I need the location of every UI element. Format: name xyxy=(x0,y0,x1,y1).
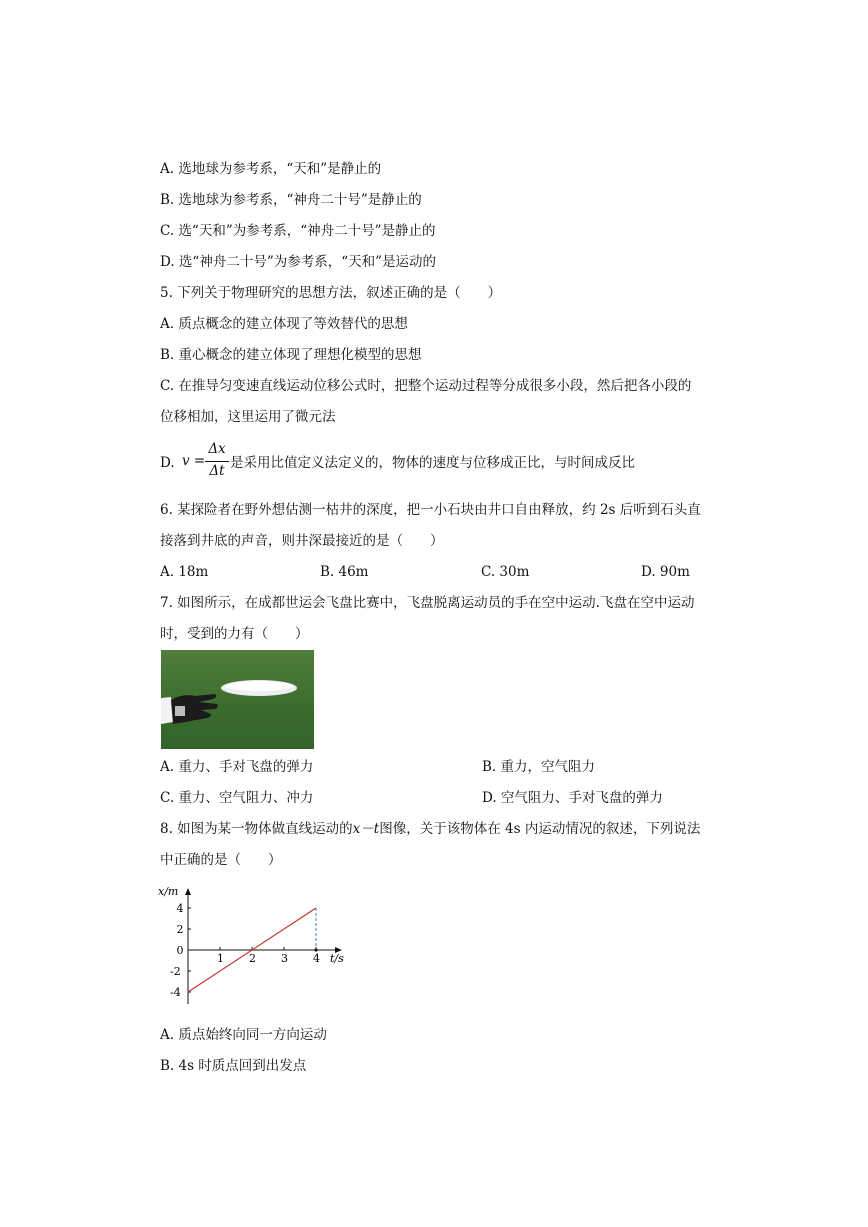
x-tick-label: 4 xyxy=(313,952,320,965)
x-tick-label: 1 xyxy=(217,952,224,965)
q5-option-c-line2: 位移相加，这里运用了微元法 xyxy=(160,409,336,425)
q8-option-b: B. 4s 时质点回到出发点 xyxy=(160,1058,307,1074)
q7-option-c: C. 重力、空气阻力、冲力 xyxy=(160,790,314,806)
q8-stem-math: x－t xyxy=(352,821,380,837)
y-tick-label: 0 xyxy=(176,944,184,957)
y-tick-label: -4 xyxy=(170,986,181,999)
q7-option-d: D. 空气阻力、手对飞盘的弹力 xyxy=(482,790,663,806)
q6-option-a: A. 18m xyxy=(160,564,209,580)
q5-stem: 5. 下列关于物理研究的思想方法，叙述正确的是（ ） xyxy=(160,285,502,301)
q5-option-d-label: D. xyxy=(160,455,175,471)
x-tick-label: 3 xyxy=(281,952,288,965)
q5-option-d-text: 是采用比值定义法定义的，物体的速度与位移成正比，与时间成反比 xyxy=(230,455,635,471)
y-tick-label: 4 xyxy=(176,902,184,915)
q6-stem-line2: 接落到井底的声音，则井深最接近的是（ ） xyxy=(160,533,444,549)
q7-option-a: A. 重力、手对飞盘的弹力 xyxy=(160,759,314,775)
frisbee-photo xyxy=(161,650,314,749)
q5-option-b: B. 重心概念的建立体现了理想化模型的思想 xyxy=(160,347,422,363)
q8-option-a: A. 质点始终向同一方向运动 xyxy=(160,1027,327,1043)
q4-option-d: D. 选“神舟二十号”为参考系，“天和”是运动的 xyxy=(160,254,437,270)
formula-denominator: Δt xyxy=(209,463,225,479)
y-axis-label: x/m xyxy=(158,885,179,898)
x-tick-label: 2 xyxy=(249,952,256,965)
y-axis-arrow xyxy=(185,888,191,895)
xt-graph xyxy=(155,882,355,1008)
formula-lhs: v = xyxy=(182,453,206,469)
q7-stem-line1: 7. 如图所示，在成都世运会飞盘比赛中，飞盘脱离运动员的手在空中运动.飞盘在空中运动 xyxy=(160,595,695,611)
q7-option-b: B. 重力，空气阻力 xyxy=(482,759,596,775)
q8-stem-line1 xyxy=(160,820,700,838)
q8-stem-prefix: 8. 如图为某一物体做直线运动的 xyxy=(160,821,353,837)
q7-stem-line2: 时，受到的力有（ ） xyxy=(160,626,309,642)
x-axis-label: t/s xyxy=(330,952,344,965)
end-point-dot xyxy=(314,948,317,951)
q8-stem-line2: 中正确的是（ ） xyxy=(160,852,282,868)
q5-option-c-line1: C. 在推导匀变速直线运动位移公式时，把整个运动过程等分成很多小段，然后把各小段的 xyxy=(160,378,692,394)
formula-numerator: Δx xyxy=(208,441,226,457)
q5-option-a: A. 质点概念的建立体现了等效替代的思想 xyxy=(160,316,408,332)
y-tick-label: 2 xyxy=(176,923,184,936)
q6-option-d: D. 90m xyxy=(641,564,690,580)
q8-stem-suffix: 图像，关于该物体在 4s 内运动情况的叙述，下列说法 xyxy=(379,821,701,837)
q6-stem-line1: 6. 某探险者在野外想估测一枯井的深度，把一小石块由井口自由释放，约 2s 后听到石头直 xyxy=(160,502,701,518)
fraction-bar xyxy=(205,461,229,462)
q4-option-a: A. 选地球为参考系，“天和”是静止的 xyxy=(160,161,382,177)
q6-option-b: B. 46m xyxy=(320,564,369,580)
q6-option-c: C. 30m xyxy=(481,564,530,580)
y-tick-label: -2 xyxy=(170,965,181,978)
q4-option-b: B. 选地球为参考系，“神舟二十号”是静止的 xyxy=(160,192,422,208)
q4-option-c: C. 选“天和”为参考系，“神舟二十号”是静止的 xyxy=(160,223,436,239)
